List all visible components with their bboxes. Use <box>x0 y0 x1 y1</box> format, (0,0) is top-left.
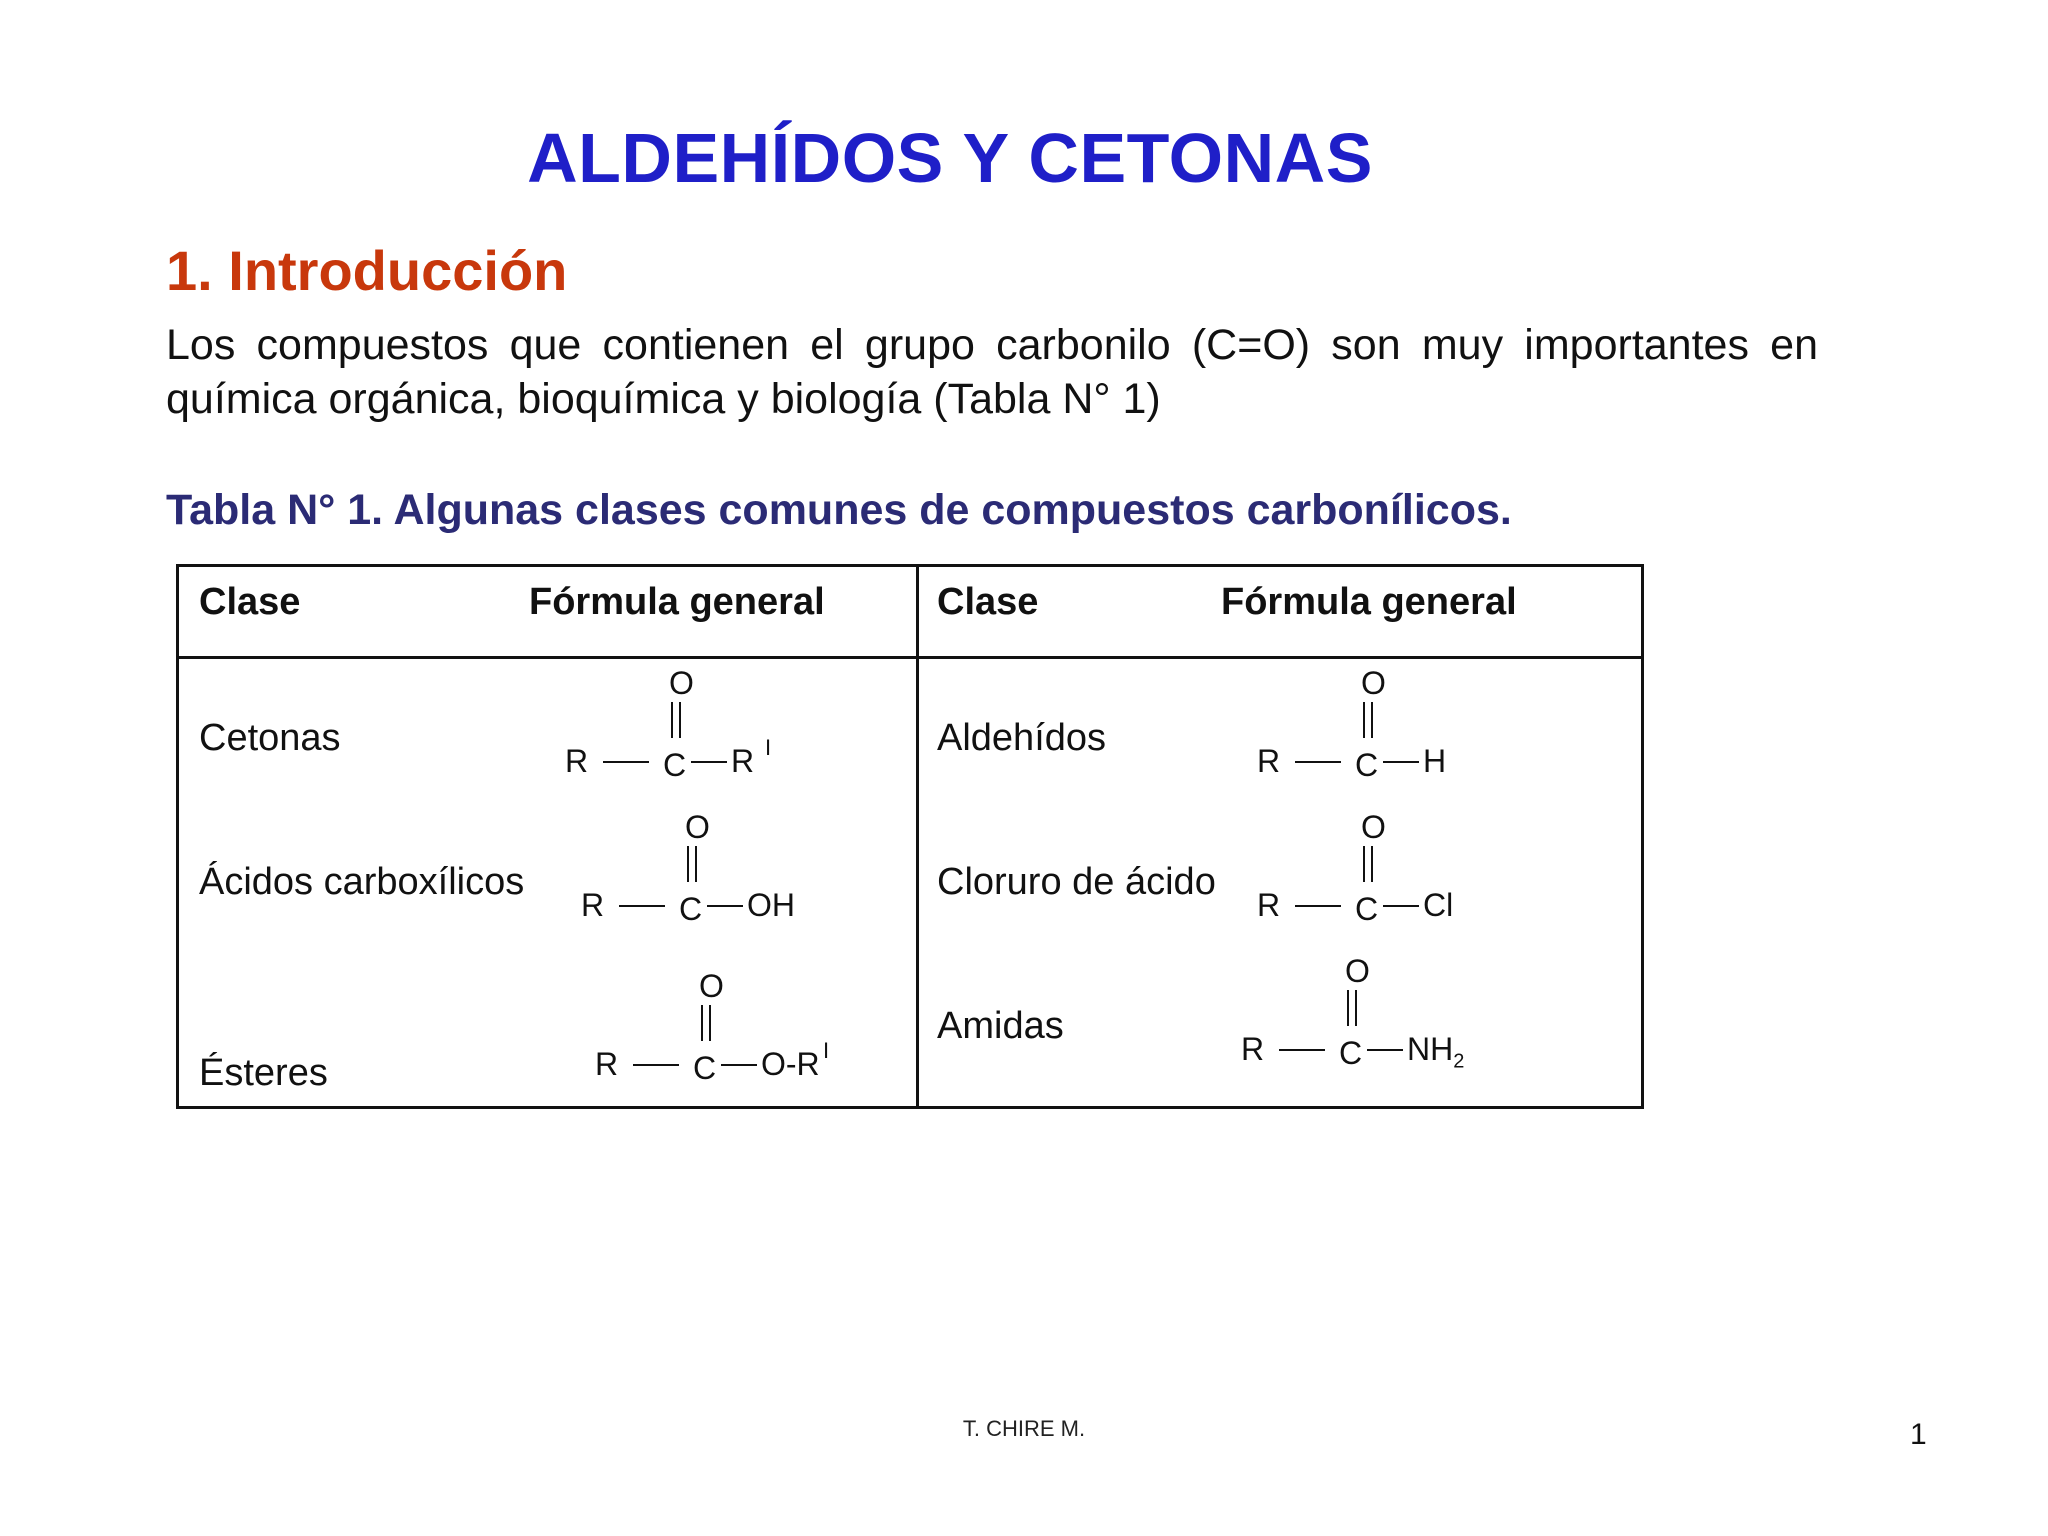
oxygen-atom: O <box>1361 665 1386 701</box>
oxygen-atom: O <box>685 809 710 845</box>
formula-cloruro <box>1257 809 1557 949</box>
section-heading: 1. Introducción <box>166 239 568 302</box>
substituent: R <box>731 743 755 779</box>
r-group: R <box>595 1046 619 1082</box>
double-bond-left <box>671 702 673 738</box>
footer-author: T. CHIRE M. <box>962 1416 1086 1441</box>
oxygen-atom: O <box>1345 953 1370 989</box>
carbon-atom: C <box>663 747 687 783</box>
header-divider <box>179 656 1641 659</box>
double-bond-left <box>687 846 689 882</box>
single-bond <box>1383 761 1419 763</box>
single-bond <box>1383 905 1419 907</box>
substituent: OH <box>747 887 795 923</box>
oxygen-atom: O <box>1361 809 1386 845</box>
subscript-2: 2 <box>1453 1050 1465 1073</box>
substituent-text: NH <box>1407 1031 1454 1067</box>
single-bond <box>603 761 649 763</box>
r-group: R <box>1257 887 1281 923</box>
formula-amida <box>1241 953 1541 1093</box>
slide-title: ALDEHÍDOS Y CETONAS <box>527 119 1373 197</box>
intro-paragraph: Los compuestos que contienen el grupo carbonilo (C=O) son muy importantes en química orgánica, bioquímica y biología (Tabla N° 1) <box>166 321 1818 423</box>
single-bond <box>691 761 727 763</box>
formula-ester <box>595 968 895 1108</box>
formula-acido <box>581 809 881 949</box>
r-group: R <box>581 887 605 923</box>
carbon-atom: C <box>679 891 703 927</box>
header-clase-right: Clase <box>937 581 1039 623</box>
class-amidas: Amidas <box>937 1005 1064 1047</box>
r-group: R <box>1241 1031 1265 1067</box>
double-bond-right <box>695 846 697 882</box>
single-bond <box>633 1064 679 1066</box>
oxygen-atom: O <box>669 665 694 701</box>
carbon-atom: C <box>693 1050 717 1086</box>
r-group: R <box>1257 743 1281 779</box>
column-divider <box>916 567 919 1106</box>
substituent: H <box>1423 743 1447 779</box>
double-bond-left <box>1363 702 1365 738</box>
single-bond <box>1295 905 1341 907</box>
prime-mark: I <box>823 1038 830 1063</box>
single-bond <box>619 905 665 907</box>
oxygen-atom: O <box>699 968 724 1004</box>
substituent: O-R <box>761 1046 820 1082</box>
header-formula-left: Fórmula general <box>529 581 825 623</box>
formula-cetona <box>565 665 865 805</box>
header-formula-right: Fórmula general <box>1221 581 1517 623</box>
carbon-atom: C <box>1355 747 1379 783</box>
class-cloruro: Cloruro de ácido <box>937 861 1216 903</box>
page-number: 1 <box>1910 1418 1927 1451</box>
double-bond-right <box>1371 846 1373 882</box>
carbon-atom: C <box>1339 1035 1363 1071</box>
class-aldehidos: Aldehídos <box>937 717 1107 759</box>
single-bond <box>721 1064 757 1066</box>
single-bond <box>1279 1049 1325 1051</box>
table-caption: Tabla N° 1. Algunas clases comunes de compuestos carbonílicos. <box>166 486 1512 534</box>
double-bond-left <box>1347 990 1349 1026</box>
double-bond-right <box>1371 702 1373 738</box>
substituent <box>1407 1033 1464 1071</box>
carbon-atom: C <box>1355 891 1379 927</box>
class-esteres: Ésteres <box>199 1052 328 1094</box>
single-bond <box>1367 1049 1403 1051</box>
single-bond <box>1295 761 1341 763</box>
class-cetonas: Cetonas <box>199 717 341 759</box>
double-bond-right <box>709 1005 711 1041</box>
header-clase-left: Clase <box>199 581 301 623</box>
single-bond <box>707 905 743 907</box>
double-bond-left <box>1363 846 1365 882</box>
substituent: Cl <box>1423 887 1454 923</box>
class-acidos: Ácidos carboxílicos <box>199 861 525 903</box>
double-bond-left <box>701 1005 703 1041</box>
double-bond-right <box>1355 990 1357 1026</box>
carbonyl-table <box>176 564 1644 1109</box>
double-bond-right <box>679 702 681 738</box>
prime-mark: I <box>765 735 772 760</box>
r-group: R <box>565 743 589 779</box>
formula-aldehido <box>1257 665 1557 805</box>
